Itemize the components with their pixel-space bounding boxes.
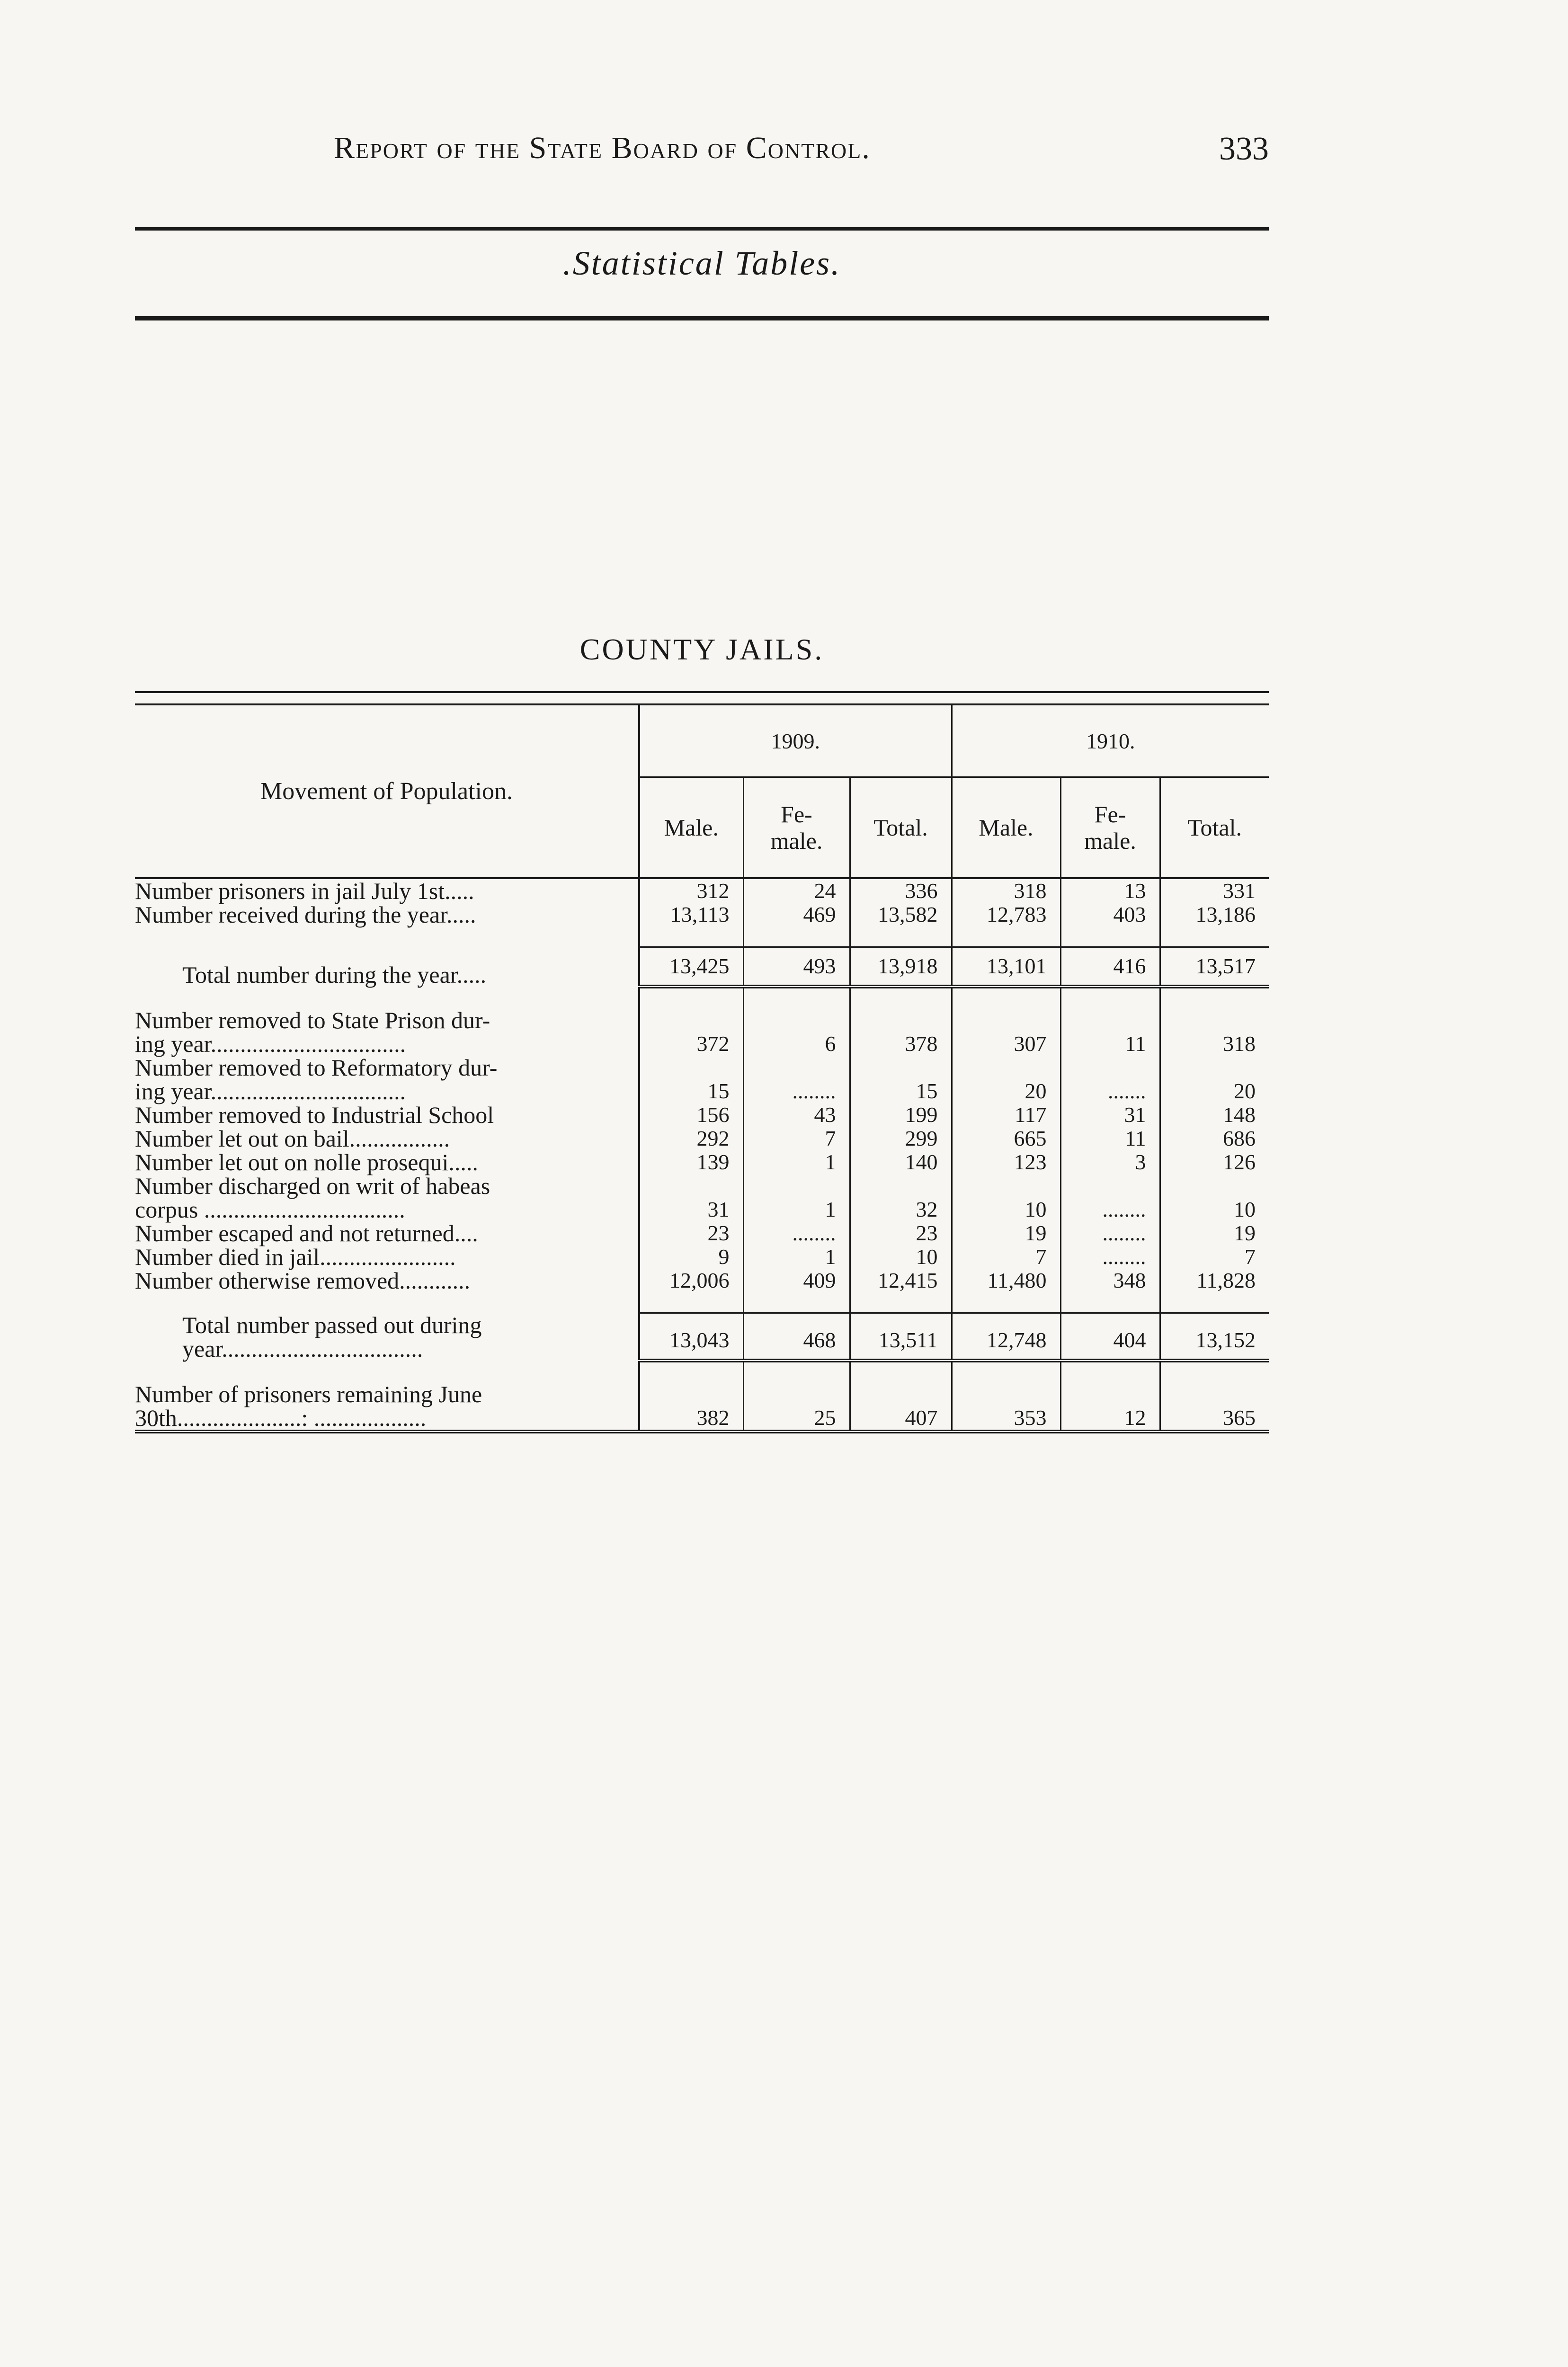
subheader-male-1910: Male. (952, 777, 1060, 879)
cell-value: 292 (639, 1127, 743, 1150)
population-table (135, 691, 1269, 1444)
table-row (135, 1056, 1269, 1103)
cell-value: 117 (952, 1103, 1060, 1127)
cell-value: 20 (952, 1056, 1060, 1103)
table-row (135, 1127, 1269, 1150)
label-column-header: Movement of Population. (135, 704, 639, 878)
table-row (135, 1313, 1269, 1361)
cell-value: 407 (850, 1382, 952, 1432)
cell-value: 686 (1223, 1126, 1256, 1150)
row-label: Number prisoners in jail July 1st..... (135, 878, 639, 903)
cell-value: 31 (1060, 1103, 1160, 1127)
cell-value: 331 (1223, 879, 1256, 903)
table-row (135, 1150, 1269, 1174)
cell-value: 336 (850, 878, 952, 903)
table-row (135, 1382, 1269, 1432)
cell-value: 493 (743, 947, 850, 987)
table-row (135, 878, 1269, 903)
cell-value: 199 (850, 1103, 952, 1127)
cell-value: 312 (639, 878, 743, 903)
cell-value: ....... (1060, 1056, 1160, 1103)
cell-value: 13,918 (850, 947, 952, 987)
table-row (135, 947, 1269, 987)
subheader-female-1909: Fe- male. (743, 777, 850, 879)
cell-value: 353 (952, 1382, 1060, 1432)
cell-value: 7 (1245, 1245, 1256, 1269)
cell-value: 12,748 (952, 1313, 1060, 1361)
cell-value: 19 (1234, 1221, 1256, 1245)
subheader-total-1909: Total. (850, 777, 952, 879)
cell-value: 365 (1223, 1405, 1256, 1430)
header-rule-bottom (135, 316, 1269, 320)
cell-value: 348 (1060, 1269, 1160, 1292)
cell-value: 6 (743, 1008, 850, 1056)
cell-value: 13,582 (850, 903, 952, 926)
table-row (135, 1008, 1269, 1056)
cell-value: 11 (1060, 1127, 1160, 1150)
cell-value: 3 (1060, 1150, 1160, 1174)
subheader-total-1910: Total. (1160, 777, 1269, 879)
cell-value: 468 (743, 1313, 850, 1361)
cell-value: 13,511 (850, 1313, 952, 1361)
cell-value: 382 (639, 1382, 743, 1432)
cell-value: 10 (952, 1174, 1060, 1221)
cell-value: 10 (1234, 1197, 1256, 1221)
cell-value: ........ (1060, 1245, 1160, 1269)
row-label: Number escaped and not returned.... (135, 1221, 639, 1245)
cell-value: 9 (639, 1245, 743, 1269)
header-rule-top (135, 227, 1269, 231)
cell-value: 372 (639, 1008, 743, 1056)
cell-value: ........ (743, 1221, 850, 1245)
cell-value: 140 (850, 1150, 952, 1174)
cell-value: 1 (743, 1150, 850, 1174)
table-row (135, 1269, 1269, 1292)
spacer-row (135, 987, 1269, 1008)
cell-value: 13,113 (639, 903, 743, 926)
cell-value: ........ (1060, 1174, 1160, 1221)
row-label: Number discharged on writ of habeas corpus .................................. (135, 1174, 639, 1221)
row-label: Number otherwise removed............ (135, 1269, 639, 1292)
subheader-male-1909: Male. (639, 777, 743, 879)
county-jails-table (135, 691, 1269, 1444)
cell-value: 13,101 (952, 947, 1060, 987)
cell-value: 404 (1060, 1313, 1160, 1361)
section-subtitle: .Statistical Tables. (562, 244, 841, 282)
row-label: Number let out on nolle prosequi..... (135, 1150, 639, 1174)
cell-value: 12 (1060, 1382, 1160, 1432)
running-head: Report of the State Board of Control. (334, 131, 871, 165)
cell-value: 156 (639, 1103, 743, 1127)
cell-value: 13,425 (639, 947, 743, 987)
cell-value: 15 (639, 1056, 743, 1103)
cell-value: 665 (952, 1127, 1060, 1150)
table-title: COUNTY JAILS. (579, 632, 824, 666)
cell-value: ........ (743, 1056, 850, 1103)
row-label: Number let out on bail................. (135, 1127, 639, 1150)
table-row (135, 903, 1269, 926)
table-row (135, 1221, 1269, 1245)
cell-value: 299 (850, 1127, 952, 1150)
year-header-1909: 1909. (639, 704, 952, 777)
row-label: Number of prisoners remaining June 30th.....................: ................... (135, 1382, 639, 1432)
cell-value: 318 (952, 878, 1060, 903)
cell-value: 12,006 (639, 1269, 743, 1292)
cell-value: 10 (850, 1245, 952, 1269)
table-row (135, 1174, 1269, 1221)
cell-value: 23 (639, 1221, 743, 1245)
cell-value: 123 (952, 1150, 1060, 1174)
cell-value: 13 (1060, 878, 1160, 903)
cell-value: 13,152 (1160, 1313, 1269, 1361)
cell-value: 1 (743, 1245, 850, 1269)
cell-value: 1 (743, 1174, 850, 1221)
row-label: Total number during the year..... (135, 947, 639, 987)
cell-value: 13,043 (639, 1313, 743, 1361)
year-header-1910: 1910. (1086, 729, 1135, 753)
cell-value: 15 (850, 1056, 952, 1103)
spacer-row (135, 1361, 1269, 1382)
cell-value: 12,783 (952, 903, 1060, 926)
spacer-row (135, 1292, 1269, 1313)
cell-value: 11,480 (952, 1269, 1060, 1292)
subheader-female-1910: Fe- male. (1060, 777, 1160, 879)
cell-value: 403 (1060, 903, 1160, 926)
cell-value: 11 (1060, 1008, 1160, 1056)
page-header (135, 121, 1269, 178)
table-row (135, 1103, 1269, 1127)
cell-value: 7 (952, 1245, 1060, 1269)
cell-value: 11,828 (1196, 1268, 1256, 1292)
cell-value: 20 (1234, 1079, 1256, 1103)
cell-value: ........ (1060, 1221, 1160, 1245)
cell-value: 31 (639, 1174, 743, 1221)
cell-value: 13,186 (1195, 902, 1256, 926)
cell-value: 24 (743, 878, 850, 903)
cell-value: 139 (639, 1150, 743, 1174)
cell-value: 126 (1223, 1150, 1256, 1174)
cell-value: 13,517 (1160, 947, 1269, 987)
cell-value: 409 (743, 1269, 850, 1292)
cell-value: 378 (850, 1008, 952, 1056)
cell-value: 307 (952, 1008, 1060, 1056)
cell-value: 19 (952, 1221, 1060, 1245)
row-label: Number removed to Reformatory dur- ing year................................. (135, 1056, 639, 1103)
cell-value: 25 (743, 1382, 850, 1432)
cell-value: 469 (743, 903, 850, 926)
row-label: Number died in jail....................... (135, 1245, 639, 1269)
cell-value: 7 (743, 1127, 850, 1150)
cell-value: 23 (850, 1221, 952, 1245)
table-row (135, 1245, 1269, 1269)
row-label: Number received during the year..... (135, 903, 639, 926)
row-label: Total number passed out during year.................................. (135, 1313, 639, 1361)
cell-value: 12,415 (850, 1269, 952, 1292)
cell-value: 148 (1223, 1103, 1256, 1127)
cell-value: 32 (850, 1174, 952, 1221)
cell-value: 318 (1223, 1032, 1256, 1056)
row-label: Number removed to Industrial School (135, 1103, 639, 1127)
row-label: Number removed to State Prison dur- ing year................................. (135, 1008, 639, 1056)
table-body (135, 878, 1269, 1432)
spacer-row (135, 926, 1269, 947)
cell-value: 416 (1060, 947, 1160, 987)
page-number: 333 (1219, 131, 1269, 167)
cell-value: 43 (743, 1103, 850, 1127)
